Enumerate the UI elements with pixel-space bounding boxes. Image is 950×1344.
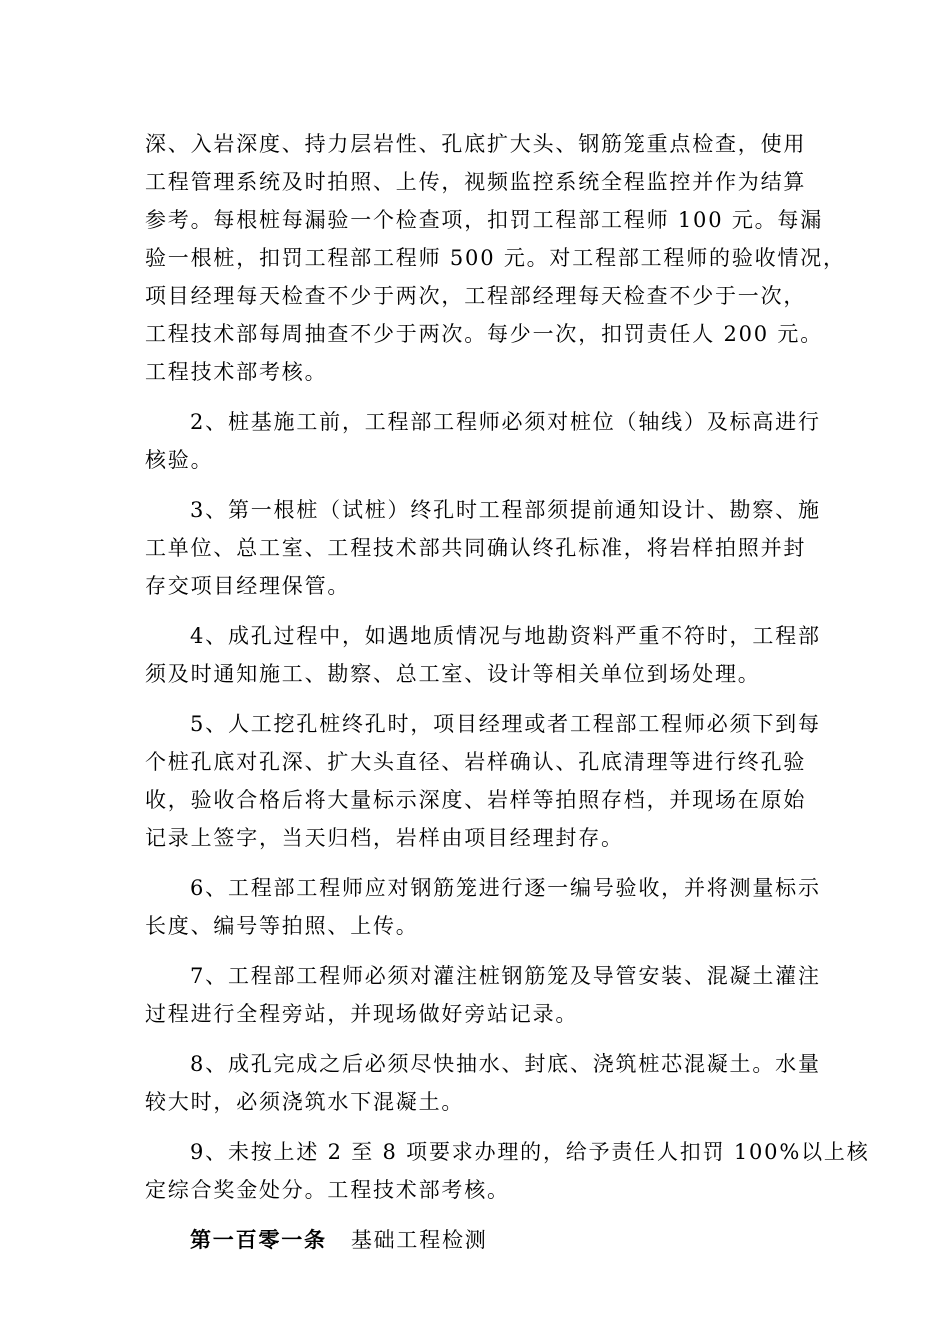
text-line: 存交项目经理保管。	[145, 574, 351, 598]
text-line: 较大时，必须浇筑水下混凝土。	[145, 1090, 465, 1114]
text-line: 8、成孔完成之后必须尽快抽水、封底、浇筑桩芯混凝土。水量	[190, 1052, 821, 1076]
paragraph-item-3	[145, 491, 821, 605]
text-line: 长度、编号等拍照、上传。	[145, 914, 419, 938]
article-heading	[145, 1221, 813, 1259]
text-line: 核验。	[145, 448, 214, 472]
paragraph-item-7	[145, 957, 821, 1033]
document-page	[145, 125, 870, 1259]
text-line: 3、第一根桩（试桩）终孔时工程部须提前通知设计、勘察、施	[190, 498, 821, 522]
text-line: 参考。每根桩每漏验一个检查项，扣罚工程部工程师 100 元。每漏	[145, 208, 824, 232]
paragraph-item-5	[145, 705, 821, 857]
text-line: 过程进行全程旁站，并现场做好旁站记录。	[145, 1002, 579, 1026]
article-title: 基础工程检测	[350, 1228, 488, 1252]
text-line: 6、工程部工程师应对钢筋笼进行逐一编号验收，并将测量标示	[190, 876, 821, 900]
text-line: 定综合奖金处分。工程技术部考核。	[145, 1178, 510, 1202]
text-line: 工程管理系统及时拍照、上传，视频监控系统全程监控并作为结算	[145, 170, 807, 194]
text-line: 项目经理每天检查不少于两次，工程部经理每天检查不少于一次，	[145, 284, 807, 308]
paragraph-item-4	[145, 617, 821, 693]
paragraph-item-2	[145, 403, 821, 479]
text-line: 4、成孔过程中，如遇地质情况与地勘资料严重不符时，工程部	[190, 624, 821, 648]
text-line: 9、未按上述 2 至 8 项要求办理的，给予责任人扣罚 100%以上核	[190, 1140, 870, 1164]
text-line: 2、桩基施工前，工程部工程师必须对桩位（轴线）及标高进行	[190, 410, 821, 434]
paragraph-item-6	[145, 869, 821, 945]
text-line: 收，验收合格后将大量标示深度、岩样等拍照存档，并现场在原始	[145, 788, 807, 812]
text-line: 工程技术部考核。	[145, 360, 328, 384]
text-line: 深、入岩深度、持力层岩性、孔底扩大头、钢筋笼重点检查，使用	[145, 132, 807, 156]
paragraph-item-8	[145, 1045, 821, 1121]
text-line: 验一根桩，扣罚工程部工程师 500 元。对工程部工程师的验收情况，	[145, 246, 846, 270]
text-line: 7、工程部工程师必须对灌注桩钢筋笼及导管安装、混凝土灌注	[190, 964, 821, 988]
text-line: 须及时通知施工、勘察、总工室、设计等相关单位到场处理。	[145, 662, 761, 686]
text-line: 工单位、总工室、工程技术部共同确认终孔标准，将岩样拍照并封	[145, 536, 807, 560]
text-line: 记录上签字，当天归档，岩样由项目经理封存。	[145, 826, 624, 850]
text-line: 个桩孔底对孔深、扩大头直径、岩样确认、孔底清理等进行终孔验	[145, 750, 807, 774]
paragraph-item-9	[145, 1133, 870, 1209]
article-number: 第一百零一条	[190, 1227, 327, 1252]
paragraph-1	[145, 125, 846, 391]
text-line: 5、人工挖孔桩终孔时，项目经理或者工程部工程师必须下到每	[190, 712, 821, 736]
text-line: 工程技术部每周抽查不少于两次。每少一次，扣罚责任人 200 元。	[145, 322, 824, 346]
